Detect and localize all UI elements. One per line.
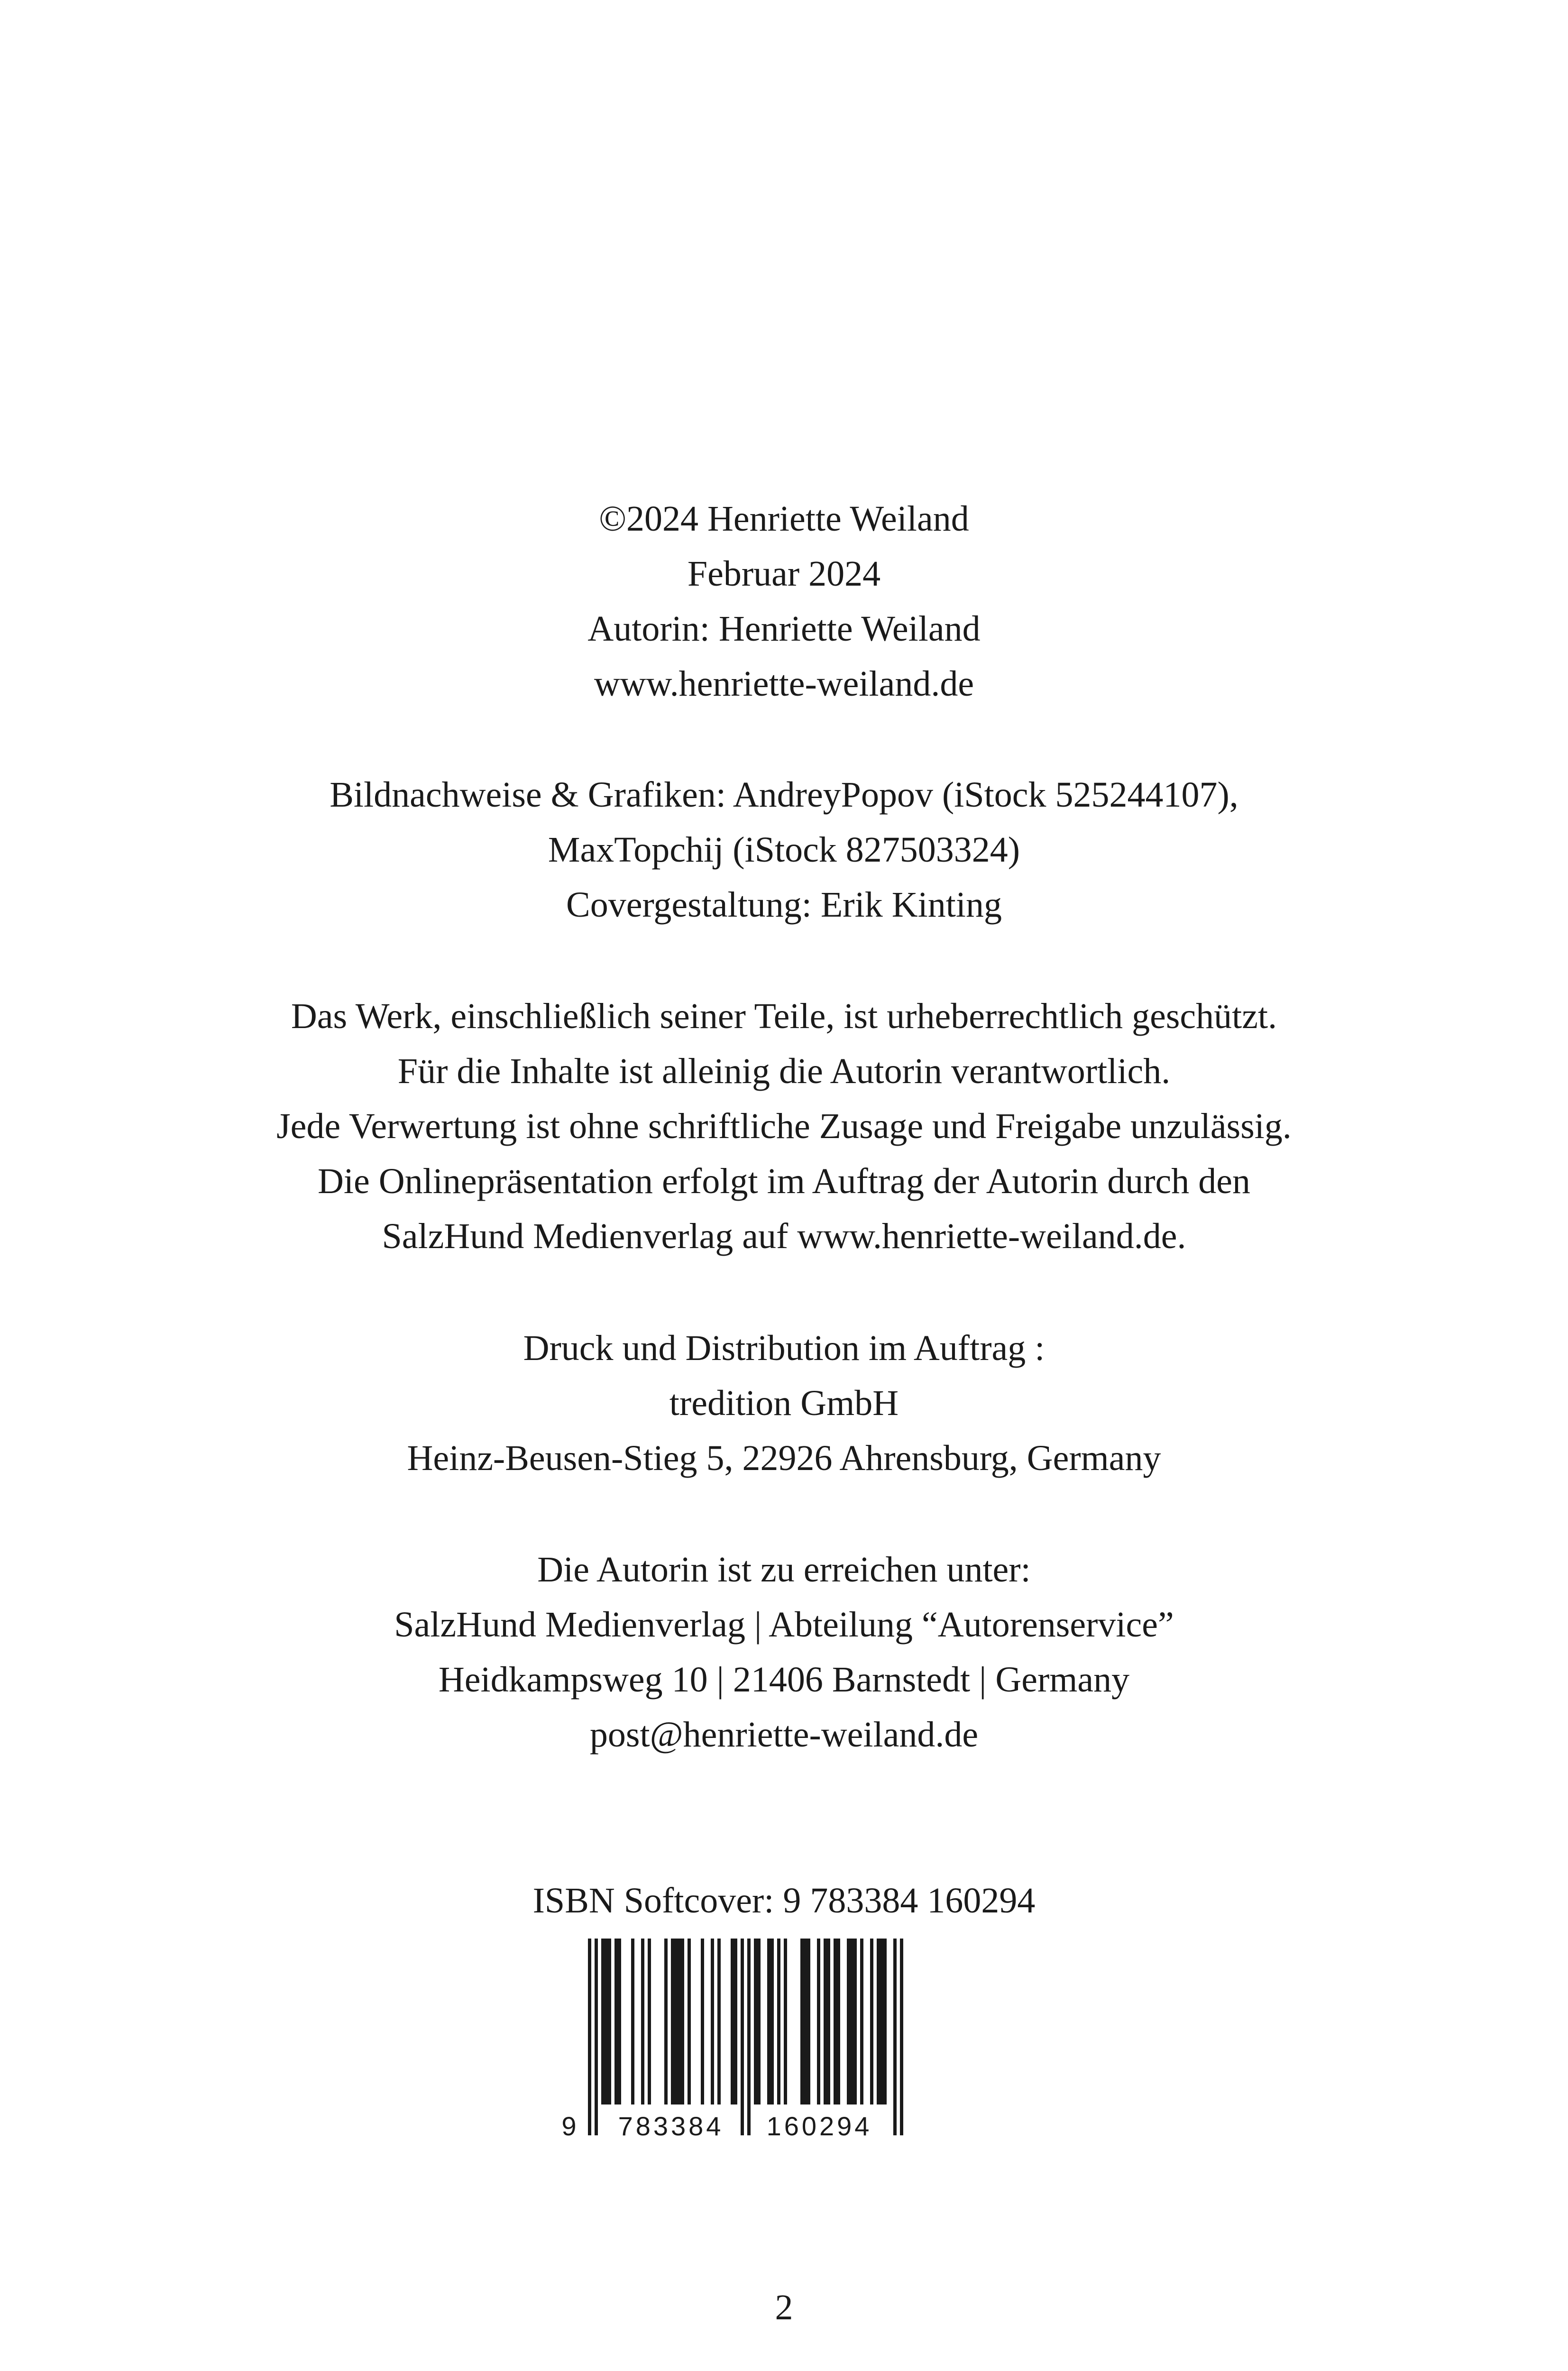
barcode-bar [754, 1939, 757, 2104]
barcode-bar [711, 1939, 714, 2104]
isbn-label: ISBN Softcover: 9 783384 160294 [532, 1881, 1036, 1921]
page-number: 2 [775, 2288, 793, 2327]
barcode-bars [588, 1939, 903, 2135]
barcode-bar [717, 1939, 721, 2104]
barcode-bar [877, 1939, 880, 2104]
barcode-bar [804, 1939, 807, 2104]
barcode-bar [870, 1939, 873, 2104]
barcode-bar [701, 1939, 704, 2104]
barcode-bar [824, 1939, 827, 2104]
barcode-bar [678, 1939, 681, 2104]
barcode-bar [817, 1939, 820, 2104]
barcode-bar [880, 1939, 883, 2104]
website-line: www.henriette-weiland.de [594, 664, 974, 704]
barcode-bar [734, 1939, 737, 2104]
barcode-guard-bar [893, 1939, 897, 2135]
barcode-bar [608, 1939, 611, 2104]
barcode-bar [605, 1939, 608, 2104]
barcode-bar [837, 1939, 840, 2104]
isbn-barcode [559, 1939, 929, 2147]
contact-publisher: SalzHund Medienverlag | Abteilung “Autorenservice” [394, 1605, 1174, 1645]
publication-date: Februar 2024 [687, 554, 881, 594]
cover-design-line: Covergestaltung: Erik Kinting [566, 885, 1002, 925]
barcode-bar [641, 1939, 644, 2104]
barcode-bar [847, 1939, 850, 2104]
barcode-bar [807, 1939, 810, 2104]
barcode-bar [671, 1939, 674, 2104]
contact-email: post@henriette-weiland.de [589, 1715, 979, 1755]
rights-line: Für die Inhalte ist alleinig die Autorin verantwortlich. [397, 1051, 1171, 1091]
copyright-line: ©2024 Henriette Weiland [599, 499, 969, 539]
rights-line: Jede Verwertung ist ohne schriftliche Zusage und Freigabe unzulässig. [276, 1106, 1292, 1146]
barcode-bar [883, 1939, 887, 2104]
contact-heading: Die Autorin ist zu erreichen unter: [537, 1550, 1031, 1590]
barcode-bar [664, 1939, 668, 2104]
rights-line: Die Onlinepräsentation erfolgt im Auftrag der Autorin durch den [317, 1161, 1251, 1201]
barcode-bar [674, 1939, 678, 2104]
imprint-block [0, 491, 1568, 711]
rights-line: SalzHund Medienverlag auf www.henriette-weiland.de. [382, 1216, 1186, 1256]
barcode-bar [618, 1939, 621, 2104]
barcode-bar [601, 1939, 605, 2104]
printer-address: Heinz-Beusen-Stieg 5, 22926 Ahrensburg, Germany [407, 1438, 1161, 1478]
barcode-bar [648, 1939, 651, 2104]
print-distribution-block [0, 1321, 1568, 1486]
barcode-right-digits: 160294 [766, 2111, 872, 2141]
barcode-first-digit: 9 [561, 2111, 577, 2141]
barcode-left-digits: 783384 [618, 2111, 724, 2141]
barcode-bar [827, 1939, 830, 2104]
barcode-guard-bar [741, 1939, 744, 2135]
credits-line: MaxTopchij (iStock 827503324) [548, 830, 1020, 870]
barcode-guard-bar [747, 1939, 751, 2135]
barcode-guard-bar [595, 1939, 598, 2135]
barcode-bar [688, 1939, 691, 2104]
barcode-bar [853, 1939, 857, 2104]
barcode-bar [850, 1939, 853, 2104]
image-credits-block [0, 767, 1568, 932]
barcode-bar [767, 1939, 770, 2104]
contact-block [0, 1542, 1568, 1762]
rights-notice-block [0, 989, 1568, 1264]
barcode-bar [731, 1939, 734, 2104]
barcode-guard-bar [900, 1939, 903, 2135]
barcode-bar [784, 1939, 787, 2104]
author-line: Autorin: Henriette Weiland [587, 609, 981, 649]
barcode-bar [681, 1939, 684, 2104]
printer-name: tredition GmbH [669, 1383, 899, 1423]
isbn-block [0, 1873, 1568, 1928]
contact-address: Heidkampsweg 10 | 21406 Barnstedt | Germany [438, 1660, 1130, 1700]
credits-line: Bildnachweise & Grafiken: AndreyPopov (iStock 525244107), [330, 775, 1238, 815]
print-heading: Druck und Distribution im Auftrag : [523, 1328, 1045, 1368]
barcode-bar [614, 1939, 618, 2104]
barcode-guard-bar [588, 1939, 591, 2135]
rights-line: Das Werk, einschließlich seiner Teile, ist urheberrechtlich geschützt. [291, 996, 1277, 1036]
barcode-graphic [559, 1939, 929, 2147]
barcode-bar [800, 1939, 804, 2104]
barcode-bar [770, 1939, 774, 2104]
barcode-bar [777, 1939, 780, 2104]
barcode-bar [757, 1939, 761, 2104]
barcode-bar [860, 1939, 863, 2104]
barcode-bar [631, 1939, 634, 2104]
barcode-bar [834, 1939, 837, 2104]
